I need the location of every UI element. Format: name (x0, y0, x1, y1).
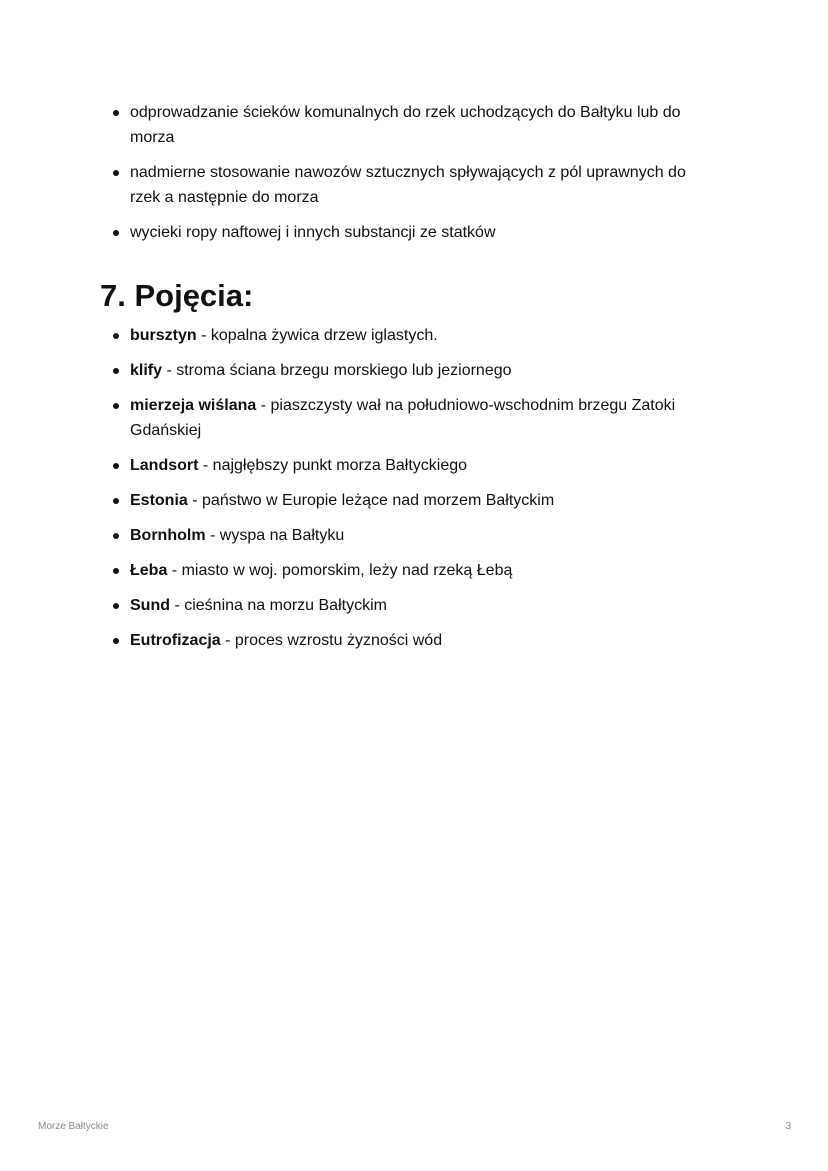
term-name: Landsort (130, 457, 199, 474)
term-definition: - najgłębszy punkt morza Bałtyckiego (198, 457, 468, 474)
term-definition: - miasto w woj. pomorskim, leży nad rzeką Łebą (167, 562, 513, 579)
term-name: mierzeja wiślana (130, 397, 257, 414)
term-item (109, 523, 719, 548)
terms-list (109, 323, 719, 663)
bullet-icon (113, 170, 119, 176)
term-name: Bornholm (130, 527, 206, 544)
term-name: Łeba (130, 562, 168, 579)
term-item (109, 488, 719, 513)
term-definition: - wyspa na Bałtyku (205, 527, 345, 544)
term-definition: - państwo w Europie leżące nad morzem Bałtyckim (187, 492, 555, 509)
bullet-icon (113, 368, 119, 374)
list-item (109, 160, 719, 210)
bullet-icon (113, 568, 119, 574)
term-name: klify (130, 362, 163, 379)
term-item (109, 628, 719, 653)
pollution-causes-list (109, 100, 719, 255)
term-item (109, 323, 719, 348)
term-item (109, 393, 719, 443)
list-item-text: wycieki ropy naftowej i innych substancji ze statków (130, 224, 496, 241)
page-number: 3 (785, 1121, 791, 1132)
bullet-icon (113, 638, 119, 644)
term-name: Sund (130, 597, 170, 614)
bullet-icon (113, 403, 119, 409)
term-name: Eutrofizacja (130, 632, 221, 649)
term-item (109, 558, 719, 583)
list-item (109, 220, 719, 245)
term-definition: - kopalna żywica drzew iglastych. (196, 327, 438, 344)
term-item (109, 453, 719, 478)
bullet-icon (113, 230, 119, 236)
bullet-icon (113, 463, 119, 469)
term-name: Estonia (130, 492, 188, 509)
section-heading: 7. Pojęcia: (100, 278, 254, 313)
list-item-text: nadmierne stosowanie nawozów sztucznych spływających z pól uprawnych do rzek a następnie do morza (130, 164, 686, 206)
term-definition: - proces wzrostu żyzności wód (220, 632, 443, 649)
term-definition: - piaszczysty wał na południowo-wschodnim brzegu Zatoki Gdańskiej (130, 397, 676, 439)
footer-title: Morze Bałtyckie (38, 1121, 109, 1132)
term-item (109, 358, 719, 383)
bullet-icon (113, 603, 119, 609)
term-name: bursztyn (130, 327, 197, 344)
bullet-icon (113, 333, 119, 339)
list-item-text: odprowadzanie ścieków komunalnych do rzek uchodzących do Bałtyku lub do morza (130, 104, 681, 146)
term-item (109, 593, 719, 618)
bullet-icon (113, 498, 119, 504)
term-definition: - stroma ściana brzegu morskiego lub jeziornego (162, 362, 512, 379)
term-definition: - cieśnina na morzu Bałtyckim (170, 597, 387, 614)
list-item (109, 100, 719, 150)
bullet-icon (113, 110, 119, 116)
bullet-icon (113, 533, 119, 539)
